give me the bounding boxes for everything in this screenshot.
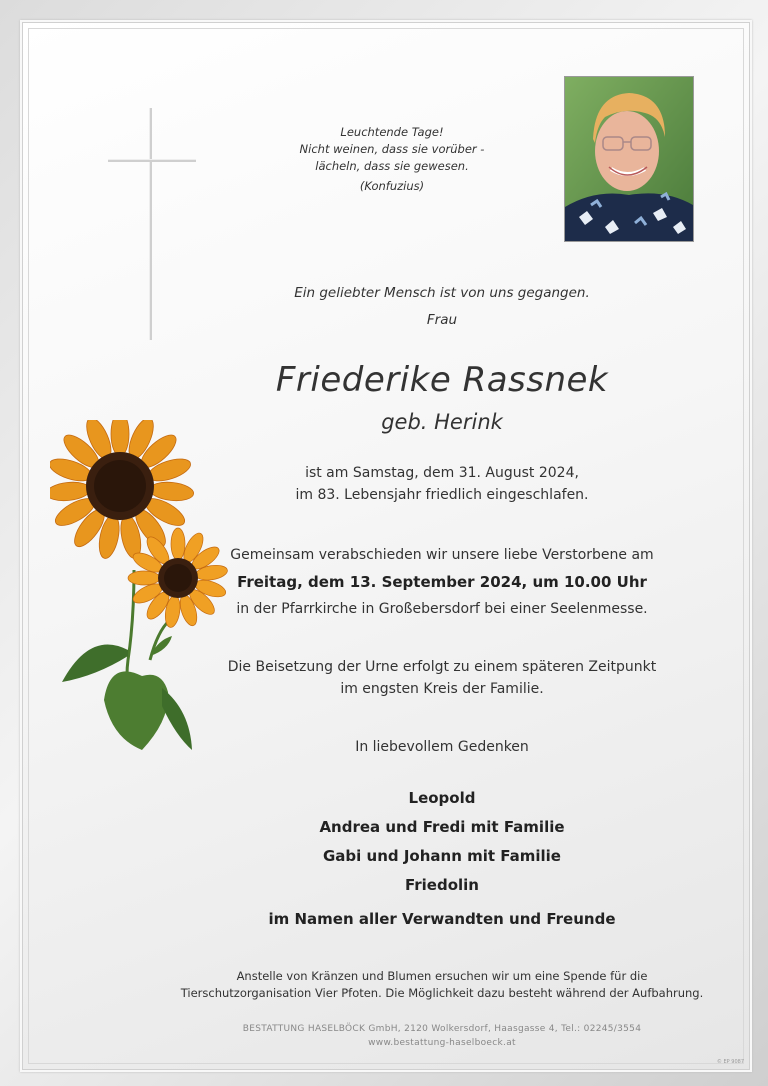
quote-author: (Konfuzius)	[359, 179, 425, 193]
intro-text: Ein geliebter Mensch ist von uns gegangen.	[294, 285, 590, 301]
burial-block	[202, 656, 682, 700]
farewell-date: Freitag, dem 13. September 2024, um 10.00 Uhr	[237, 573, 647, 591]
death-notice	[252, 462, 632, 506]
birth-name: geb. Herink	[381, 410, 503, 434]
quote-block	[272, 124, 512, 195]
mourner-name: Gabi und Johann mit Familie	[322, 847, 561, 865]
portrait-image	[565, 77, 693, 241]
funeral-home-footer	[202, 1022, 682, 1050]
quote-line: Nicht weinen, dass sie vorüber -	[299, 142, 485, 156]
burial-line: Die Beisetzung der Urne erfolgt zu einem späteren Zeitpunkt	[227, 659, 657, 675]
portrait-photo	[564, 76, 694, 242]
cross-icon-bar	[108, 159, 196, 162]
relatives-line: im Namen aller Verwandten und Freunde	[268, 910, 616, 928]
farewell-line: Gemeinsam verabschieden wir unsere liebe Verstorbene am	[230, 547, 654, 563]
quote-line: lächeln, dass sie gewesen.	[315, 159, 469, 173]
donation-line: Tierschutzorganisation Vier Pfoten. Die Möglichkeit dazu besteht während der Aufbahrung.	[180, 986, 704, 1000]
mourner-name: Leopold	[408, 789, 476, 807]
quote-line: Leuchtende Tage!	[340, 125, 444, 139]
mourners-list	[252, 784, 632, 900]
sunflower-icon	[50, 420, 240, 760]
deceased-name: Friederike Rassnek	[275, 360, 609, 400]
print-code: © EP 9087	[716, 1059, 744, 1065]
death-line: ist am Samstag, dem 31. August 2024,	[305, 465, 579, 481]
donation-note	[142, 968, 742, 1002]
funeral-home-address: BESTATTUNG HASELBÖCK GmbH, 2120 Wolkersdorf, Haasgasse 4, Tel.: 02245/3554	[242, 1024, 642, 1034]
burial-line: im engsten Kreis der Familie.	[340, 681, 544, 697]
death-line: im 83. Lebensjahr friedlich eingeschlafen.	[295, 487, 589, 503]
salutation: Frau	[426, 312, 458, 328]
donation-line: Anstelle von Kränzen und Blumen ersuchen wir um eine Spende für die	[236, 969, 648, 983]
mourner-name: Andrea und Fredi mit Familie	[319, 818, 565, 836]
cross-icon	[149, 108, 152, 340]
remembrance-text: In liebevollem Gedenken	[355, 739, 529, 755]
funeral-home-website: www.bestattung-haselboeck.at	[368, 1038, 516, 1048]
mourner-name: Friedolin	[404, 876, 479, 894]
farewell-location: in der Pfarrkirche in Großebersdorf bei einer Seelenmesse.	[236, 601, 648, 617]
farewell-block	[202, 542, 682, 623]
obituary-card	[20, 20, 752, 1072]
